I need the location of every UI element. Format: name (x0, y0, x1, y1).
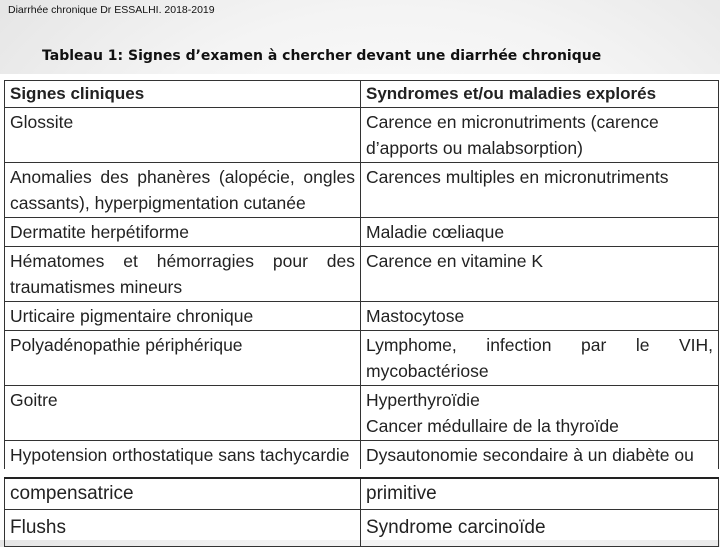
clinical-signs-table (4, 80, 719, 547)
sign-cell: Hématomes et hémorragies pour des traumatismes mineurs (5, 247, 361, 302)
table-row (5, 163, 719, 218)
disease-cell: Hyperthyroïdie Cancer médullaire de la thyroïde (361, 386, 719, 441)
table-row (5, 478, 719, 510)
disease-cell: Maladie cœliaque (361, 218, 719, 247)
sign-cell: Flushs (5, 510, 361, 547)
page-break-gap (5, 469, 719, 478)
disease-cell: Syndrome carcinoïde (361, 510, 719, 547)
disease-cell: Lymphome, infection par le VIH, mycobactériose (361, 331, 719, 386)
column-header-signs: Signes cliniques (5, 81, 361, 108)
sign-cell: Urticaire pigmentaire chronique (5, 302, 361, 331)
disease-cell: Carence en vitamine K (361, 247, 719, 302)
table-row (5, 331, 719, 386)
table-row (5, 247, 719, 302)
table-row (5, 386, 719, 441)
sign-cell: Dermatite herpétiforme (5, 218, 361, 247)
table-header-row (5, 81, 719, 108)
disease-cell: Carences multiples en micronutriments (361, 163, 719, 218)
table-row (5, 302, 719, 331)
column-header-diseases: Syndromes et/ou maladies explorés (361, 81, 719, 108)
disease-cell: Carence en micronutriments (carence d’apports ou malabsorption) (361, 108, 719, 163)
disease-cell: primitive (361, 478, 719, 510)
table-row (5, 108, 719, 163)
table-row (5, 441, 719, 470)
sign-cell: Polyadénopathie périphérique (5, 331, 361, 386)
table-row (5, 510, 719, 547)
sign-cell: Anomalies des phanères (alopécie, ongles cassants), hyperpigmentation cutanée (5, 163, 361, 218)
disease-cell: Dysautonomie secondaire à un diabète ou (361, 441, 719, 470)
sign-cell: compensatrice (5, 478, 361, 510)
sign-cell: Hypotension orthostatique sans tachycardie (5, 441, 361, 470)
table-row (5, 218, 719, 247)
disease-cell: Mastocytose (361, 302, 719, 331)
table-image-area (0, 74, 720, 540)
document-header: Diarrhée chronique Dr ESSALHI. 2018-2019 (8, 4, 215, 16)
table-caption: Tableau 1: Signes d’examen à chercher devant une diarrhée chronique (42, 48, 602, 64)
sign-cell: Glossite (5, 108, 361, 163)
sign-cell: Goitre (5, 386, 361, 441)
